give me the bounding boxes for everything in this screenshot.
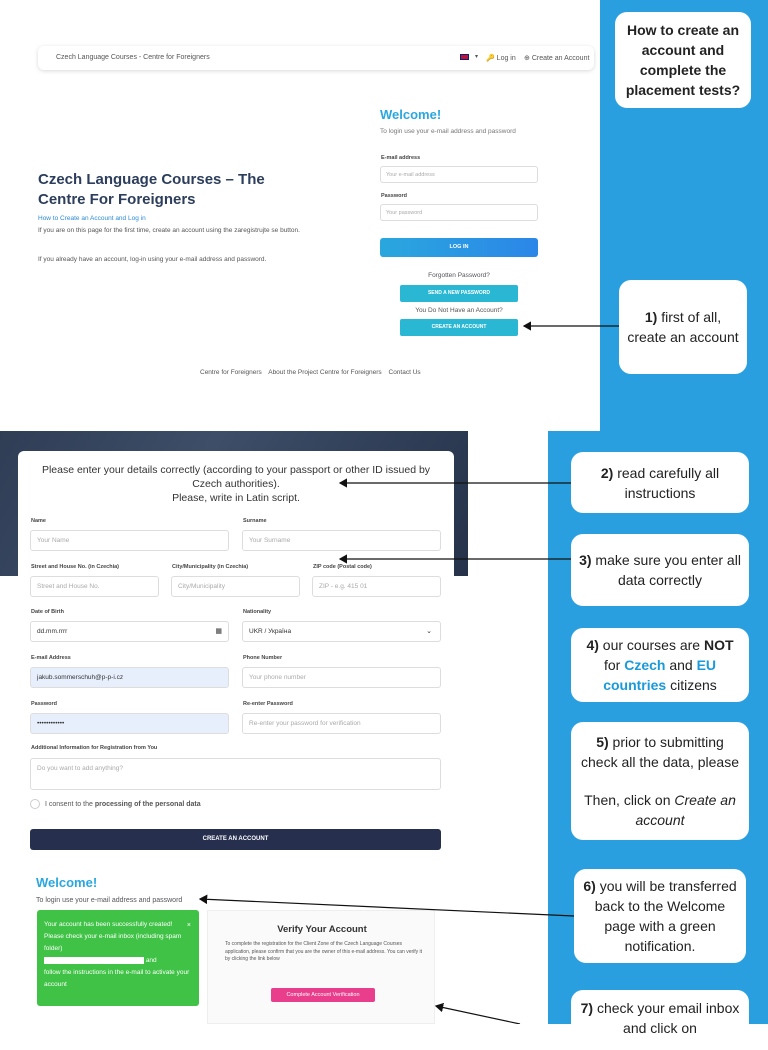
uk-flag-icon[interactable]	[460, 54, 469, 60]
callout-step-3	[571, 534, 749, 606]
step-4-not: NOT	[703, 637, 734, 653]
step-4-and: and	[669, 657, 693, 673]
password-input[interactable]: ••••••••••••	[30, 713, 229, 734]
welcome-subtitle-after: To login use your e-mail address and password	[36, 897, 183, 904]
nav-create-account-link[interactable]: ⊕ Create an Account	[524, 55, 590, 62]
notification-line-2: Please check your e-mail inbox (including spam folder)	[44, 933, 182, 952]
verify-text: To complete the registration for the Client Zone of the Czech Language Courses application, please confirm that you are the owner of this e-mail address. You can verify it by clicking the link below	[225, 941, 423, 962]
submit-create-account-button[interactable]: CREATE AN ACCOUNT	[30, 829, 441, 850]
repassword-label: Re-enter Password	[243, 701, 293, 707]
step-7-number: 7)	[580, 1000, 594, 1016]
step-1-number: 1)	[644, 309, 658, 325]
password-label: Password	[381, 193, 407, 199]
login-subtitle: To login use your e-mail address and password	[380, 128, 516, 135]
nav-create-label: Create an Account	[531, 55, 590, 62]
repassword-input[interactable]: Re-enter your password for verification	[242, 713, 441, 734]
verification-email	[207, 910, 435, 1024]
nationality-value: UKR / Україна	[249, 628, 292, 635]
page-title: Czech Language Courses – The Centre For Foreigners	[38, 171, 265, 208]
dob-input[interactable]	[30, 621, 229, 642]
notification-line-3	[44, 955, 192, 967]
arrow-step-7	[436, 1006, 520, 1024]
name-input[interactable]: Your Name	[30, 530, 229, 551]
step-5-number: 5)	[596, 734, 609, 750]
calendar-icon[interactable]: ▦	[215, 628, 222, 635]
top-navbar	[38, 46, 594, 70]
step-5-text-b: Then, click on	[584, 792, 671, 808]
login-welcome-heading: Welcome!	[380, 107, 442, 122]
step-4-end: citizens	[670, 677, 717, 693]
footer-links	[200, 369, 426, 376]
consent-text: I consent to the	[45, 800, 93, 808]
chevron-down-icon: ⌄	[426, 628, 432, 635]
step-3-text: make sure you enter all data correctly	[595, 552, 741, 588]
complete-verification-button[interactable]: Complete Account Verification	[271, 988, 375, 1002]
callout-step-2	[571, 452, 749, 513]
nationality-label: Nationality	[243, 609, 272, 615]
notification-line-1: Your account has been successfully created!	[44, 921, 173, 928]
callout-step-4	[571, 628, 749, 702]
email-input[interactable]: jakub.sommerschuh@p-p-i.cz	[30, 667, 229, 688]
step-3-number: 3)	[579, 552, 592, 568]
nav-login-label: Log in	[496, 55, 516, 62]
password-label: Password	[31, 701, 57, 707]
nationality-select[interactable]	[242, 621, 441, 642]
intro-text-1: If you are on this page for the first time, create an account using the zaregistrujte se button.	[38, 227, 300, 234]
verify-title: Verify Your Account	[277, 924, 367, 935]
notification-line-4: follow the instructions in the e-mail to activate your account	[44, 969, 190, 988]
login-page-screenshot	[0, 0, 600, 431]
step-5-italic: Create an account	[635, 792, 736, 828]
instructions-line-2: Please, write in Latin script.	[172, 492, 300, 504]
close-icon[interactable]: ×	[186, 922, 191, 929]
step-6-text: you will be transferred back to the Welcome page with a green notification.	[594, 878, 737, 954]
dob-placeholder: dd.mm.rrrr	[37, 628, 68, 635]
send-new-password-button[interactable]: SEND A NEW PASSWORD	[400, 285, 518, 302]
registration-form	[18, 451, 454, 861]
step-4-number: 4)	[586, 637, 599, 653]
zip-input[interactable]: ZIP - e.g. 415 01	[312, 576, 441, 597]
city-input[interactable]: City/Municipality	[171, 576, 300, 597]
how-to-link[interactable]: How to Create an Account and Log in	[38, 215, 146, 222]
instructions-line-1: Please enter your details correctly (according to your passport or other ID issued by Czech authorities).	[41, 464, 431, 490]
success-notification	[37, 910, 199, 1006]
callout-step-5	[571, 722, 749, 840]
callout-step-1	[619, 280, 747, 374]
callout-step-7	[571, 990, 749, 1050]
step-4-eu: EU countries	[603, 657, 717, 693]
no-account-text: You Do Not Have an Account?	[415, 307, 503, 314]
surname-input[interactable]: Your Surname	[242, 530, 441, 551]
step-4-czech: Czech	[624, 657, 666, 673]
login-button[interactable]: LOG IN	[380, 238, 538, 257]
notification-and: and	[145, 957, 157, 964]
zip-label: ZIP code (Postal code)	[313, 564, 372, 570]
street-input[interactable]: Street and House No.	[30, 576, 159, 597]
consent-link[interactable]: processing of the personal data	[94, 800, 201, 808]
nav-login-link[interactable]: 🔑 Log in	[486, 55, 516, 62]
additional-info-textarea[interactable]: Do you want to add anything?	[30, 758, 441, 790]
welcome-heading-after: Welcome!	[36, 875, 98, 890]
name-label: Name	[31, 518, 46, 524]
additional-info-label: Additional Information for Registration from You	[31, 745, 158, 751]
dob-label: Date of Birth	[31, 609, 64, 615]
city-label: City/Municipality (in Czechia)	[172, 564, 249, 570]
chevron-down-icon[interactable]: ▾	[475, 54, 479, 60]
step-1-text: first of all, create an account	[627, 309, 739, 345]
footer-link-about[interactable]: About the Project Centre for Foreigners	[268, 369, 382, 376]
nav-brand[interactable]: Czech Language Courses - Centre for Foreigners	[56, 54, 210, 61]
password-field[interactable]: Your password	[380, 204, 538, 221]
street-label: Street and House No. (in Czechia)	[31, 564, 120, 570]
step-4-for: for	[603, 657, 621, 673]
email-field[interactable]: Your e-mail address	[380, 166, 538, 183]
redacted-email	[44, 957, 144, 964]
footer-link-contact[interactable]: Contact Us	[388, 369, 421, 376]
guide-title: How to create an account and complete the placement tests?	[615, 12, 751, 108]
phone-input[interactable]: Your phone number	[242, 667, 441, 688]
forgotten-password-text: Forgotten Password?	[428, 272, 490, 279]
create-account-button[interactable]: CREATE AN ACCOUNT	[400, 319, 518, 336]
consent-checkbox[interactable]	[30, 799, 40, 809]
step-6-number: 6)	[583, 878, 596, 894]
footer-link-centre[interactable]: Centre for Foreigners	[200, 369, 262, 376]
registration-instructions	[26, 463, 446, 505]
step-5-text-a: prior to submitting check all the data, please	[581, 734, 739, 770]
step-2-number: 2)	[600, 464, 614, 481]
email-label: E-mail address	[381, 155, 421, 161]
step-2-text: read carefully all instructions	[617, 464, 720, 501]
consent-row	[30, 799, 201, 809]
intro-text-2: If you already have an account, log-in using your e-mail address and password.	[38, 256, 267, 263]
phone-label: Phone Number	[243, 655, 283, 661]
surname-label: Surname	[243, 518, 267, 524]
step-7-text: check your email inbox and click on	[596, 1000, 740, 1036]
step-4-text-a: our courses are	[602, 637, 701, 653]
email-label: E-mail Address	[31, 655, 71, 661]
callout-step-6	[574, 869, 746, 963]
